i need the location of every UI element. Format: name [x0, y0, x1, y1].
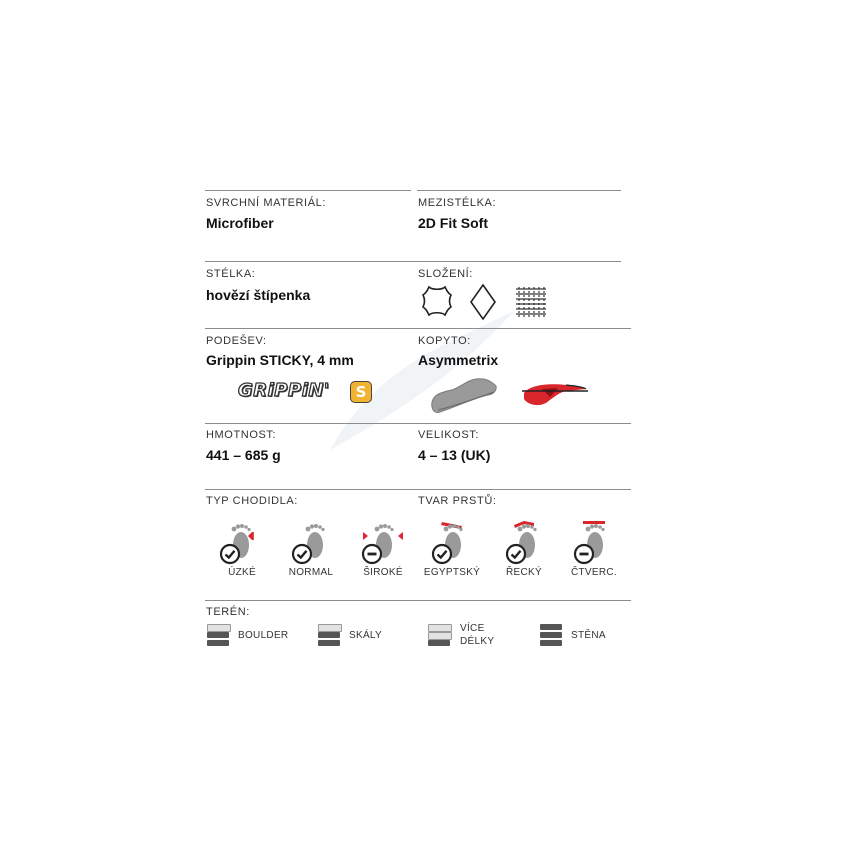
terrain-multipitch-caption-line1: VÍCE [460, 623, 485, 634]
last-value: Asymmetrix [418, 352, 499, 368]
terrain-multipitch-caption-line2: DÉLKY [460, 636, 495, 647]
toe-shape-label: TVAR PRSTŮ: [418, 495, 497, 507]
terrain-wall-icon [539, 623, 563, 647]
weight-value: 441 – 685 g [206, 447, 281, 463]
foot-normal-icon [290, 518, 334, 568]
foot-wide-caption: ŠIROKÉ [363, 567, 403, 578]
toe-greek-caption: ŘECKÝ [506, 567, 542, 578]
foot-type-label: TYP CHODIDLA: [206, 495, 298, 507]
terrain-multipitch-caption [460, 622, 494, 648]
rule-row6 [205, 600, 631, 601]
rule-row1-left [205, 190, 411, 191]
rule-row4 [205, 423, 631, 424]
size-value: 4 – 13 (UK) [418, 447, 491, 463]
asymmetric-last-icon [520, 379, 590, 409]
rule-row2 [205, 261, 621, 262]
synthetic-diamond-icon [469, 283, 497, 321]
leather-icon [420, 284, 454, 318]
rule-row3 [205, 328, 631, 329]
terrain-multipitch-icon [427, 623, 451, 647]
terrain-rocks-icon [317, 623, 341, 647]
outsole-value: Grippin STICKY, 4 mm [206, 352, 354, 368]
textile-mesh-icon [514, 285, 548, 319]
upper-material-label: SVRCHNÍ MATERIÁL: [206, 197, 327, 209]
foot-narrow-caption: ÚZKÉ [228, 567, 256, 578]
upper-material-value: Microfiber [206, 215, 274, 231]
terrain-boulder-icon [206, 623, 230, 647]
insole-value: hovězí štípenka [206, 287, 311, 303]
toe-square-caption: ČTVERC. [571, 567, 617, 578]
foot-normal-caption: NORMAL [288, 567, 334, 578]
toe-egyptian-icon [428, 514, 476, 568]
last-label: KOPYTO: [418, 335, 471, 347]
outsole-label: PODEŠEV: [206, 335, 267, 347]
midsole-value: 2D Fit Soft [418, 215, 488, 231]
terrain-label: TERÉN: [206, 606, 250, 618]
foot-narrow-icon [218, 518, 262, 568]
rule-row5 [205, 489, 631, 490]
composition-label: SLOŽENÍ: [418, 268, 473, 280]
terrain-rocks-caption: SKÁLY [349, 630, 382, 641]
foot-wide-icon [360, 518, 408, 568]
grippin-logo-badge: S [350, 381, 372, 403]
terrain-wall-caption: STĚNA [571, 630, 606, 641]
toe-egyptian-caption: EGYPTSKÝ [423, 567, 481, 578]
midsole-label: MEZISTÉLKA: [418, 197, 497, 209]
size-label: VELIKOST: [418, 429, 480, 441]
toe-greek-icon [502, 514, 550, 568]
grippin-logo-text: GRiPPiN' [238, 380, 330, 401]
rule-row1-right [417, 190, 621, 191]
weight-label: HMOTNOST: [206, 429, 277, 441]
terrain-boulder-caption: BOULDER [238, 630, 289, 641]
insole-label: STÉLKA: [206, 268, 256, 280]
toe-square-icon [570, 514, 618, 568]
shoe-profile-icon [428, 376, 500, 416]
